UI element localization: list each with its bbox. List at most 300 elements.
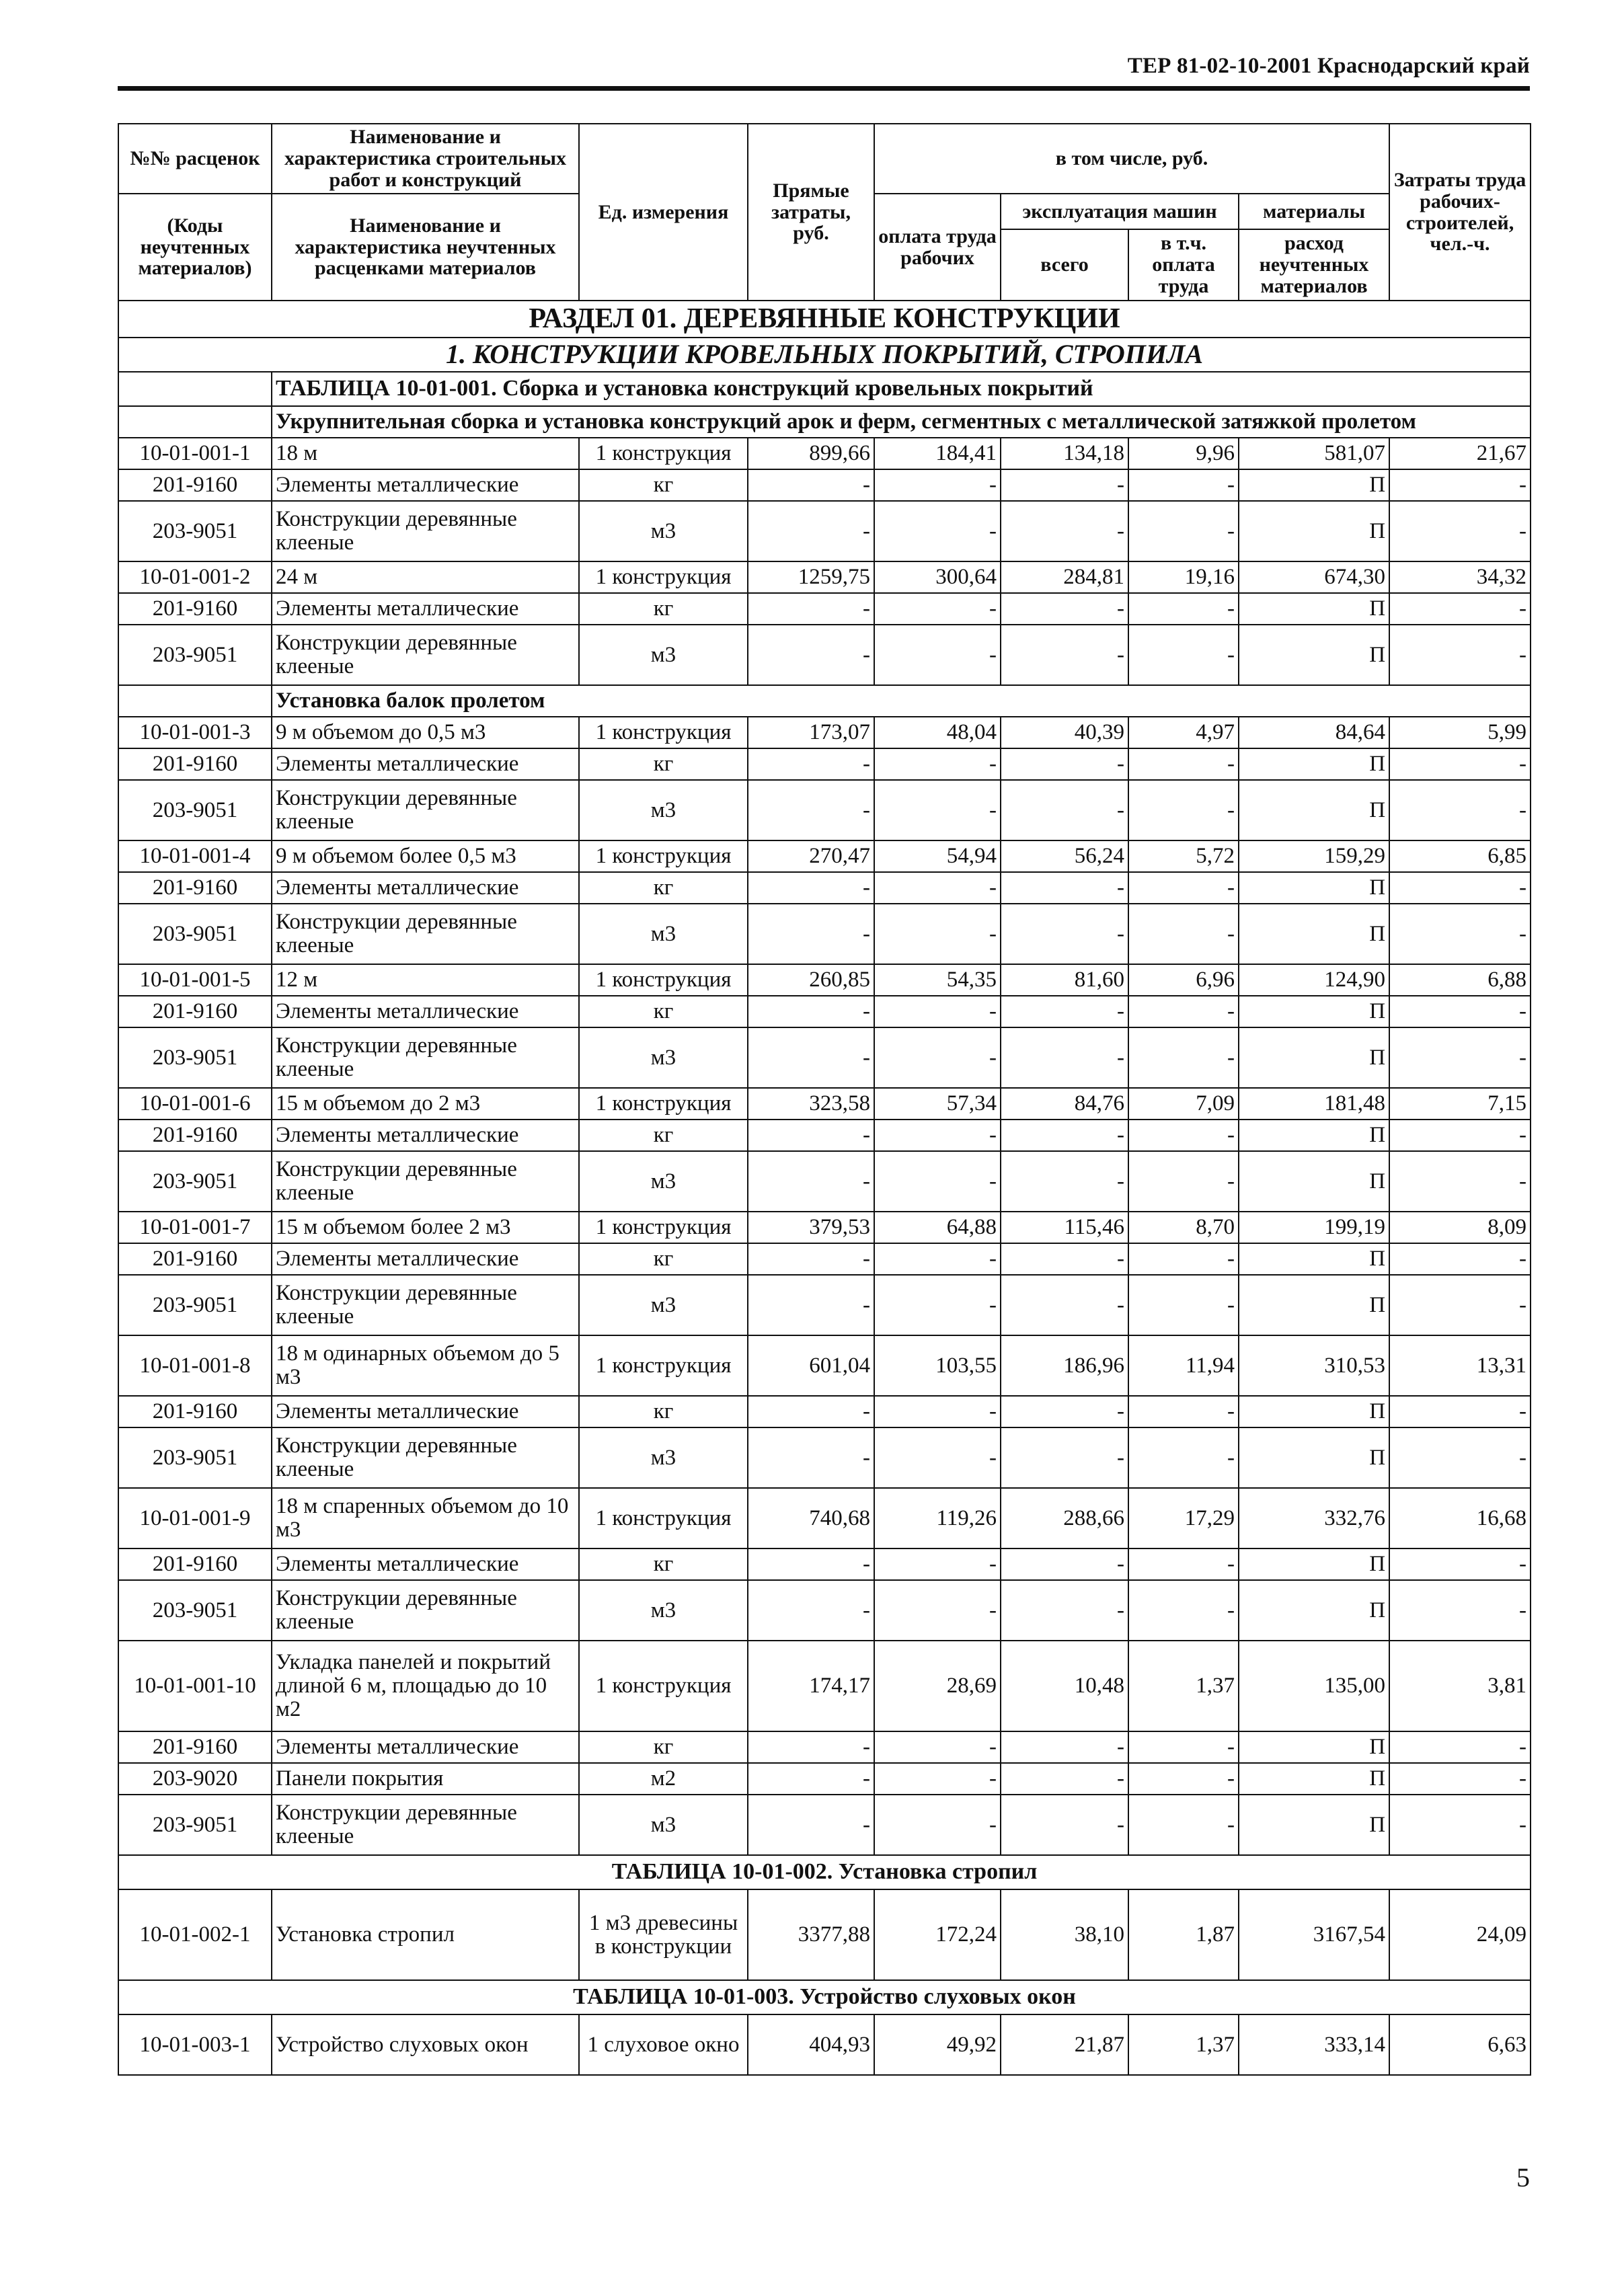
code-cell: 201-9160	[118, 1548, 272, 1580]
machines-cost-cell: -	[1001, 1027, 1128, 1088]
labor-cost-cell: -	[874, 1763, 1001, 1795]
name-cell: Элементы металлические	[272, 1120, 579, 1151]
machines-labor-cell: -	[1128, 1795, 1239, 1855]
unit-cell: 1 конструкция	[579, 1335, 748, 1396]
labor-hours-cell: 21,67	[1389, 438, 1531, 469]
code-cell: 10-01-001-3	[118, 717, 272, 748]
machines-cost-cell: 115,46	[1001, 1212, 1128, 1243]
labor-hours-cell: -	[1389, 501, 1531, 561]
machines-cost-cell: 186,96	[1001, 1335, 1128, 1396]
labor-cost-cell: 103,55	[874, 1335, 1001, 1396]
table-row	[118, 872, 1531, 904]
labor-hours-cell: -	[1389, 1580, 1531, 1641]
materials-cost-cell: П	[1239, 1548, 1389, 1580]
name-cell: 9 м объемом более 0,5 м3	[272, 840, 579, 872]
unit-cell: м3	[579, 501, 748, 561]
name-cell: Элементы металлические	[272, 1396, 579, 1427]
direct-cost-cell: 601,04	[748, 1335, 874, 1396]
machines-labor-cell: -	[1128, 469, 1239, 501]
machines-cost-cell: -	[1001, 872, 1128, 904]
name-cell: Конструкции деревянные клееные	[272, 904, 579, 964]
table-heading-row	[118, 1980, 1531, 2014]
machines-labor-cell: -	[1128, 1396, 1239, 1427]
col-code-header: №№ расценок	[118, 124, 272, 194]
direct-cost-cell: 174,17	[748, 1641, 874, 1731]
labor-hours-cell: -	[1389, 1027, 1531, 1088]
labor-cost-cell: -	[874, 501, 1001, 561]
table-row	[118, 996, 1531, 1027]
machines-labor-cell: 6,96	[1128, 964, 1239, 996]
materials-cost-cell: 332,76	[1239, 1488, 1389, 1548]
col-machines-total-header: всего	[1001, 229, 1128, 301]
materials-cost-cell: П	[1239, 780, 1389, 840]
col-hours-header: Затраты труда рабочих-строителей, чел.-ч.	[1389, 124, 1531, 301]
labor-cost-cell: -	[874, 1580, 1001, 1641]
materials-cost-cell: П	[1239, 1580, 1389, 1641]
code-cell: 10-01-001-7	[118, 1212, 272, 1243]
machines-cost-cell: 81,60	[1001, 964, 1128, 996]
labor-hours-cell: -	[1389, 1151, 1531, 1212]
code-cell: 10-01-001-1	[118, 438, 272, 469]
table-row	[118, 964, 1531, 996]
labor-cost-cell: -	[874, 1548, 1001, 1580]
machines-labor-cell: -	[1128, 1120, 1239, 1151]
unit-cell: 1 конструкция	[579, 1488, 748, 1548]
direct-cost-cell: -	[748, 1795, 874, 1855]
code-cell: 203-9051	[118, 1580, 272, 1641]
code-cell: 203-9051	[118, 1027, 272, 1088]
code-cell: 10-01-001-10	[118, 1641, 272, 1731]
code-cell: 10-01-001-8	[118, 1335, 272, 1396]
machines-labor-cell: -	[1128, 748, 1239, 780]
table-row	[118, 904, 1531, 964]
materials-cost-cell: П	[1239, 1795, 1389, 1855]
labor-cost-cell: -	[874, 1396, 1001, 1427]
labor-hours-cell: -	[1389, 748, 1531, 780]
name-cell: 9 м объемом до 0,5 м3	[272, 717, 579, 748]
code-cell: 203-9051	[118, 625, 272, 685]
labor-cost-cell: -	[874, 1275, 1001, 1335]
labor-cost-cell: 300,64	[874, 561, 1001, 593]
labor-hours-cell: -	[1389, 1731, 1531, 1763]
materials-cost-cell: 199,19	[1239, 1212, 1389, 1243]
machines-labor-cell: 9,96	[1128, 438, 1239, 469]
code-cell: 201-9160	[118, 996, 272, 1027]
code-cell: 201-9160	[118, 1243, 272, 1275]
direct-cost-cell: -	[748, 872, 874, 904]
name-cell: 18 м	[272, 438, 579, 469]
code-cell: 201-9160	[118, 1396, 272, 1427]
table-heading: ТАБЛИЦА 10-01-002. Установка стропил	[118, 1855, 1531, 1889]
unit-cell: 1 м3 древесины в конструкции	[579, 1889, 748, 1980]
machines-labor-cell: -	[1128, 1548, 1239, 1580]
table-row	[118, 438, 1531, 469]
labor-cost-cell: -	[874, 593, 1001, 625]
machines-labor-cell: -	[1128, 1731, 1239, 1763]
code-cell: 10-01-002-1	[118, 1889, 272, 1980]
labor-cost-cell: -	[874, 780, 1001, 840]
table-row	[118, 1088, 1531, 1120]
name-cell: Конструкции деревянные клееные	[272, 780, 579, 840]
labor-cost-cell: -	[874, 872, 1001, 904]
unit-cell: 1 конструкция	[579, 1088, 748, 1120]
direct-cost-cell: 899,66	[748, 438, 874, 469]
table-row	[118, 840, 1531, 872]
machines-cost-cell: 284,81	[1001, 561, 1128, 593]
unit-cell: 1 конструкция	[579, 561, 748, 593]
machines-labor-cell: -	[1128, 1580, 1239, 1641]
unit-cell: 1 конструкция	[579, 438, 748, 469]
unit-cell: 1 конструкция	[579, 964, 748, 996]
machines-cost-cell: -	[1001, 1763, 1128, 1795]
name-cell: 12 м	[272, 964, 579, 996]
unit-cell: м3	[579, 1151, 748, 1212]
machines-cost-cell: -	[1001, 1548, 1128, 1580]
labor-hours-cell: -	[1389, 1763, 1531, 1795]
machines-labor-cell: -	[1128, 625, 1239, 685]
labor-hours-cell: 7,15	[1389, 1088, 1531, 1120]
name-cell: Элементы металлические	[272, 593, 579, 625]
code-cell: 203-9020	[118, 1763, 272, 1795]
table-row	[118, 1889, 1531, 1980]
blank-cell	[118, 685, 272, 717]
materials-cost-cell: 181,48	[1239, 1088, 1389, 1120]
name-cell: Панели покрытия	[272, 1763, 579, 1795]
machines-cost-cell: 56,24	[1001, 840, 1128, 872]
code-cell: 10-01-003-1	[118, 2014, 272, 2075]
code-cell: 201-9160	[118, 469, 272, 501]
table-row	[118, 780, 1531, 840]
machines-cost-cell: -	[1001, 1580, 1128, 1641]
code-cell: 203-9051	[118, 1275, 272, 1335]
labor-cost-cell: -	[874, 1243, 1001, 1275]
labor-cost-cell: -	[874, 1027, 1001, 1088]
col-name-sub-header: Наименование и характеристика неучтенных расценками материалов	[272, 194, 579, 301]
machines-cost-cell: -	[1001, 625, 1128, 685]
col-name-header: Наименование и характеристика строительных работ и конструкций	[272, 124, 579, 194]
table-row	[118, 1335, 1531, 1396]
machines-cost-cell: 84,76	[1001, 1088, 1128, 1120]
unit-cell: м3	[579, 1027, 748, 1088]
unit-cell: 1 конструкция	[579, 717, 748, 748]
table-row	[118, 1212, 1531, 1243]
direct-cost-cell: -	[748, 1396, 874, 1427]
machines-cost-cell: -	[1001, 1427, 1128, 1488]
table-row	[118, 561, 1531, 593]
unit-cell: 1 слуховое окно	[579, 2014, 748, 2075]
direct-cost-cell: -	[748, 1548, 874, 1580]
labor-cost-cell: 172,24	[874, 1889, 1001, 1980]
machines-labor-cell: -	[1128, 501, 1239, 561]
name-cell: 24 м	[272, 561, 579, 593]
group-heading: Укрупнительная сборка и установка конструкций арок и ферм, сегментных с металлической затяжкой пролетом	[272, 406, 1531, 438]
table-row	[118, 469, 1531, 501]
col-labor-header: оплата труда рабочих	[874, 194, 1001, 301]
subsection-title: 1. КОНСТРУКЦИИ КРОВЕЛЬНЫХ ПОКРЫТИЙ, СТРОПИЛА	[118, 338, 1531, 372]
labor-hours-cell: 6,88	[1389, 964, 1531, 996]
labor-hours-cell: 5,99	[1389, 717, 1531, 748]
direct-cost-cell: -	[748, 1151, 874, 1212]
materials-cost-cell: П	[1239, 996, 1389, 1027]
machines-labor-cell: 1,37	[1128, 2014, 1239, 2075]
labor-hours-cell: -	[1389, 1275, 1531, 1335]
name-cell: Элементы металлические	[272, 1243, 579, 1275]
unit-cell: м3	[579, 625, 748, 685]
table-row	[118, 1548, 1531, 1580]
machines-labor-cell: -	[1128, 872, 1239, 904]
unit-cell: кг	[579, 1120, 748, 1151]
group-heading: Установка балок пролетом	[272, 685, 1531, 717]
machines-labor-cell: -	[1128, 1243, 1239, 1275]
direct-cost-cell: -	[748, 1731, 874, 1763]
col-incl-header: в том числе, руб.	[874, 124, 1389, 194]
materials-cost-cell: П	[1239, 1731, 1389, 1763]
col-machines-labor-header: в т.ч. оплата труда	[1128, 229, 1239, 301]
labor-hours-cell: -	[1389, 593, 1531, 625]
direct-cost-cell: 3377,88	[748, 1889, 874, 1980]
code-cell: 201-9160	[118, 748, 272, 780]
machines-labor-cell: 4,97	[1128, 717, 1239, 748]
direct-cost-cell: -	[748, 748, 874, 780]
machines-cost-cell: -	[1001, 593, 1128, 625]
machines-cost-cell: -	[1001, 501, 1128, 561]
section-title: РАЗДЕЛ 01. ДЕРЕВЯННЫЕ КОНСТРУКЦИИ	[118, 301, 1531, 338]
direct-cost-cell: 1259,75	[748, 561, 874, 593]
unit-cell: кг	[579, 748, 748, 780]
machines-cost-cell: -	[1001, 1275, 1128, 1335]
machines-labor-cell: 19,16	[1128, 561, 1239, 593]
labor-cost-cell: -	[874, 1151, 1001, 1212]
name-cell: 15 м объемом до 2 м3	[272, 1088, 579, 1120]
col-code-sub-header: (Коды неучтенных материалов)	[118, 194, 272, 301]
labor-hours-cell: 6,85	[1389, 840, 1531, 872]
labor-cost-cell: 119,26	[874, 1488, 1001, 1548]
machines-cost-cell: -	[1001, 1396, 1128, 1427]
labor-hours-cell: -	[1389, 1243, 1531, 1275]
table-row	[118, 1243, 1531, 1275]
unit-cell: 1 конструкция	[579, 840, 748, 872]
machines-cost-cell: 21,87	[1001, 2014, 1128, 2075]
labor-cost-cell: 28,69	[874, 1641, 1001, 1731]
unit-cell: 1 конструкция	[579, 1212, 748, 1243]
unit-cell: м3	[579, 1427, 748, 1488]
labor-cost-cell: 48,04	[874, 717, 1001, 748]
labor-cost-cell: 57,34	[874, 1088, 1001, 1120]
table-row	[118, 1275, 1531, 1335]
direct-cost-cell: -	[748, 1120, 874, 1151]
table-row	[118, 717, 1531, 748]
machines-labor-cell: -	[1128, 780, 1239, 840]
direct-cost-cell: -	[748, 1580, 874, 1641]
labor-hours-cell: -	[1389, 996, 1531, 1027]
labor-cost-cell: -	[874, 1795, 1001, 1855]
labor-hours-cell: 13,31	[1389, 1335, 1531, 1396]
direct-cost-cell: -	[748, 1427, 874, 1488]
materials-cost-cell: 135,00	[1239, 1641, 1389, 1731]
code-cell: 203-9051	[118, 1151, 272, 1212]
machines-cost-cell: -	[1001, 1120, 1128, 1151]
name-cell: Конструкции деревянные клееные	[272, 1151, 579, 1212]
machines-labor-cell: -	[1128, 1763, 1239, 1795]
name-cell: Конструкции деревянные клееные	[272, 1580, 579, 1641]
unit-cell: м3	[579, 1275, 748, 1335]
machines-labor-cell: 7,09	[1128, 1088, 1239, 1120]
unit-cell: кг	[579, 1731, 748, 1763]
name-cell: Конструкции деревянные клееные	[272, 1795, 579, 1855]
direct-cost-cell: -	[748, 1763, 874, 1795]
materials-cost-cell: П	[1239, 748, 1389, 780]
name-cell: Установка стропил	[272, 1889, 579, 1980]
direct-cost-cell: 404,93	[748, 2014, 874, 2075]
table-row	[118, 1151, 1531, 1212]
materials-cost-cell: П	[1239, 872, 1389, 904]
price-table	[118, 123, 1531, 2076]
machines-cost-cell: 38,10	[1001, 1889, 1128, 1980]
direct-cost-cell: -	[748, 593, 874, 625]
table-row	[118, 748, 1531, 780]
unit-cell: кг	[579, 593, 748, 625]
unit-cell: м3	[579, 780, 748, 840]
machines-cost-cell: 40,39	[1001, 717, 1128, 748]
unit-cell: м3	[579, 1795, 748, 1855]
labor-hours-cell: -	[1389, 469, 1531, 501]
table-heading-row	[118, 372, 1531, 406]
blank-cell	[118, 372, 272, 406]
table-row	[118, 593, 1531, 625]
blank-cell	[118, 406, 272, 438]
machines-cost-cell: -	[1001, 1731, 1128, 1763]
machines-cost-cell: 10,48	[1001, 1641, 1128, 1731]
name-cell: Элементы металлические	[272, 872, 579, 904]
col-materials-header: материалы	[1239, 194, 1389, 229]
machines-cost-cell: 288,66	[1001, 1488, 1128, 1548]
name-cell: Конструкции деревянные клееные	[272, 1427, 579, 1488]
code-cell: 203-9051	[118, 1795, 272, 1855]
labor-hours-cell: -	[1389, 904, 1531, 964]
labor-hours-cell: -	[1389, 780, 1531, 840]
materials-cost-cell: П	[1239, 1151, 1389, 1212]
unit-cell: кг	[579, 469, 748, 501]
machines-cost-cell: 134,18	[1001, 438, 1128, 469]
table-row	[118, 1641, 1531, 1731]
labor-hours-cell: -	[1389, 1396, 1531, 1427]
labor-cost-cell: 184,41	[874, 438, 1001, 469]
table-row	[118, 501, 1531, 561]
code-cell: 10-01-001-6	[118, 1088, 272, 1120]
labor-hours-cell: -	[1389, 1548, 1531, 1580]
machines-labor-cell: -	[1128, 1151, 1239, 1212]
table-row	[118, 1120, 1531, 1151]
machines-labor-cell: -	[1128, 1027, 1239, 1088]
machines-cost-cell: -	[1001, 1243, 1128, 1275]
materials-cost-cell: 581,07	[1239, 438, 1389, 469]
table-heading-row	[118, 1855, 1531, 1889]
materials-cost-cell: 159,29	[1239, 840, 1389, 872]
unit-cell: кг	[579, 996, 748, 1027]
materials-cost-cell: П	[1239, 1396, 1389, 1427]
labor-hours-cell: -	[1389, 1427, 1531, 1488]
code-cell: 10-01-001-9	[118, 1488, 272, 1548]
labor-cost-cell: -	[874, 625, 1001, 685]
direct-cost-cell: -	[748, 904, 874, 964]
direct-cost-cell: -	[748, 1275, 874, 1335]
table-row	[118, 1027, 1531, 1088]
unit-cell: 1 конструкция	[579, 1641, 748, 1731]
direct-cost-cell: -	[748, 469, 874, 501]
labor-cost-cell: -	[874, 469, 1001, 501]
materials-cost-cell: П	[1239, 1243, 1389, 1275]
table-row	[118, 2014, 1531, 2075]
direct-cost-cell: 740,68	[748, 1488, 874, 1548]
labor-hours-cell: 16,68	[1389, 1488, 1531, 1548]
machines-labor-cell: 11,94	[1128, 1335, 1239, 1396]
labor-cost-cell: 64,88	[874, 1212, 1001, 1243]
machines-labor-cell: 5,72	[1128, 840, 1239, 872]
name-cell: Элементы металлические	[272, 996, 579, 1027]
machines-cost-cell: -	[1001, 1151, 1128, 1212]
group-heading-row	[118, 685, 1531, 717]
code-cell: 203-9051	[118, 904, 272, 964]
name-cell: Конструкции деревянные клееные	[272, 1027, 579, 1088]
direct-cost-cell: -	[748, 1027, 874, 1088]
materials-cost-cell: 84,64	[1239, 717, 1389, 748]
table-heading: ТАБЛИЦА 10-01-001. Сборка и установка конструкций кровельных покрытий	[272, 372, 1531, 406]
machines-cost-cell: -	[1001, 904, 1128, 964]
materials-cost-cell: П	[1239, 501, 1389, 561]
unit-cell: кг	[579, 1243, 748, 1275]
code-cell: 203-9051	[118, 501, 272, 561]
machines-labor-cell: -	[1128, 1427, 1239, 1488]
labor-hours-cell: 24,09	[1389, 1889, 1531, 1980]
header-rule	[118, 86, 1530, 91]
col-direct-header: Прямые затраты, руб.	[748, 124, 874, 301]
materials-cost-cell: 124,90	[1239, 964, 1389, 996]
name-cell: 18 м одинарных объемом до 5 м3	[272, 1335, 579, 1396]
labor-hours-cell: -	[1389, 625, 1531, 685]
machines-labor-cell: -	[1128, 593, 1239, 625]
labor-hours-cell: -	[1389, 1795, 1531, 1855]
col-materials-sub-header: расход неучтенных материалов	[1239, 229, 1389, 301]
table-row	[118, 1795, 1531, 1855]
code-cell: 201-9160	[118, 872, 272, 904]
direct-cost-cell: -	[748, 1243, 874, 1275]
document-header: ТЕР 81-02-10-2001 Краснодарский край	[1127, 54, 1530, 78]
materials-cost-cell: П	[1239, 593, 1389, 625]
materials-cost-cell: П	[1239, 1275, 1389, 1335]
code-cell: 203-9051	[118, 780, 272, 840]
machines-labor-cell: -	[1128, 1275, 1239, 1335]
labor-cost-cell: -	[874, 1731, 1001, 1763]
machines-labor-cell: -	[1128, 904, 1239, 964]
table-row	[118, 1396, 1531, 1427]
labor-hours-cell: 6,63	[1389, 2014, 1531, 2075]
machines-labor-cell: 17,29	[1128, 1488, 1239, 1548]
unit-cell: м2	[579, 1763, 748, 1795]
name-cell: Укладка панелей и покрытий длиной 6 м, площадью до 10 м2	[272, 1641, 579, 1731]
name-cell: Элементы металлические	[272, 1731, 579, 1763]
table-row	[118, 625, 1531, 685]
materials-cost-cell: П	[1239, 1027, 1389, 1088]
unit-cell: м3	[579, 1580, 748, 1641]
materials-cost-cell: П	[1239, 1120, 1389, 1151]
materials-cost-cell: П	[1239, 1427, 1389, 1488]
materials-cost-cell: 333,14	[1239, 2014, 1389, 2075]
table-row	[118, 1580, 1531, 1641]
table-row	[118, 1731, 1531, 1763]
code-cell: 201-9160	[118, 1731, 272, 1763]
name-cell: Элементы металлические	[272, 748, 579, 780]
materials-cost-cell: 3167,54	[1239, 1889, 1389, 1980]
